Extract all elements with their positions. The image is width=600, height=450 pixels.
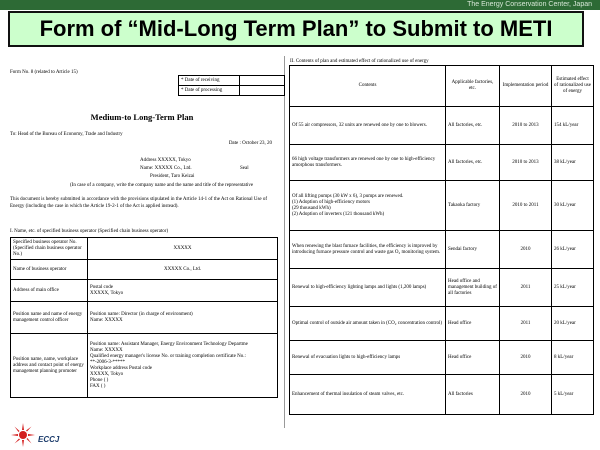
table-row xyxy=(290,231,594,269)
table-header-row xyxy=(290,66,594,107)
table-row xyxy=(11,334,278,398)
table-row xyxy=(11,302,278,334)
col-header-effect: Estimated effect of rationalized use of energy xyxy=(552,66,594,107)
operator-table xyxy=(10,237,278,398)
license-number: **-2006-3-***** xyxy=(90,359,125,365)
plan-period-cell: 2010 xyxy=(500,231,552,269)
president-line: President, Taro Keizai xyxy=(150,174,195,179)
plan-period-cell: 2011 xyxy=(500,269,552,307)
operator-no-label: Specified business operator No. (Specified chain business operator No.) xyxy=(11,238,88,260)
plan-contents-cell: Of all lifting pumps (30 kW x 6), 3 pumps are renewed. (1) Adoption of high-efficiency motors (29 thousand kWh) (2) Adoption of inverters (121 thousand kWh) xyxy=(290,181,446,231)
table-row xyxy=(11,280,278,302)
company-note: (In case of a company, write the company name and the name and title of the representative xyxy=(70,183,254,188)
plan-factories-cell: Takaoka factory xyxy=(446,181,500,231)
plan-period-cell: 2010 xyxy=(500,341,552,375)
column-divider xyxy=(284,56,285,428)
planning-promoter-label: Position name, name, workplace address and contact point of energy management planning promoter xyxy=(11,334,88,398)
promoter-name: Name: XXXXX xyxy=(90,347,123,353)
plan-period-cell: 2011 xyxy=(500,307,552,341)
plan-period-cell: 2010 xyxy=(500,375,552,415)
plan-effect-cell: 8 kL/year xyxy=(552,341,594,375)
plan-period-cell: 2010 to 2011 xyxy=(500,181,552,231)
plan-factories-cell: All factories, etc. xyxy=(446,107,500,145)
table-row xyxy=(290,107,594,145)
control-officer-value xyxy=(88,302,278,334)
planning-promoter-value xyxy=(88,334,278,398)
plan-factories-cell: Head office xyxy=(446,341,500,375)
plan-effect-cell: 26 kL/year xyxy=(552,231,594,269)
plan-effect-cell: 38 kL/year xyxy=(552,145,594,181)
plan-effect-cell: 20 kL/year xyxy=(552,307,594,341)
statement-text: This document is hereby submitted in accordance with the provisions stipulated in the Article 14-1 of the Act on Rational Use of Energy (including the case in which the Article 19-2-1 of the Act is applied instead). xyxy=(10,197,268,209)
date-processing-label: * Date of processing xyxy=(179,86,240,96)
postal-code-line: Postal code xyxy=(90,284,113,290)
officer-position: Position name: Director (in charge of environment) xyxy=(90,311,193,317)
plan-effect-cell: 154 kL/year xyxy=(552,107,594,145)
plan-contents-cell: 66 high voltage transformers are renewed one by one to high-efficiency amorphous transformers. xyxy=(290,145,446,181)
col-header-period: Implementation period xyxy=(500,66,552,107)
seal-label: Seal xyxy=(240,166,249,171)
control-officer-label: Position name and name of energy management control officer xyxy=(11,302,88,334)
plan-contents-cell: Optimal control of outside air amount taken in (CO₂ concentration control) xyxy=(290,307,446,341)
plan-factories-cell: Head office and management building of all factories xyxy=(446,269,500,307)
operator-name-label: Name of business operator xyxy=(11,260,88,280)
plan-contents-cell: When renewing the blast furnace facilities, the efficiency is improved by introducing furnace pressure control and waste gas O₂ monitoring system. xyxy=(290,231,446,269)
table-row xyxy=(290,181,594,231)
date-receipt-box xyxy=(178,75,285,96)
table-row xyxy=(290,145,594,181)
plan-table xyxy=(289,65,594,415)
col-header-factories: Applicable factories, etc. xyxy=(446,66,500,107)
license-line: Qualified energy manager's license No. or training completion certificate No.: xyxy=(90,353,246,359)
document-title: Medium-to Long-Term Plan xyxy=(90,112,194,122)
main-office-value xyxy=(88,280,278,302)
date-receiving-label: * Date of receiving xyxy=(179,76,240,86)
eccj-sunburst-logo-icon xyxy=(10,422,36,448)
col-header-contents: Contents xyxy=(290,66,446,107)
workplace-city: XXXXX, Tokyo xyxy=(90,371,124,377)
form-number: Form No. 8 (related to Article 15) xyxy=(10,70,78,75)
top-bar xyxy=(0,0,600,10)
plan-contents-cell: Renewal to high-efficiency lighting lamps and lights (1,200 lamps) xyxy=(290,269,446,307)
submitter-block xyxy=(140,157,249,181)
officer-name: Name: XXXXX xyxy=(90,317,123,323)
promoter-position: Position name: Assistant Manager, Energy Environment Technology Departme xyxy=(90,341,248,347)
office-address-line: XXXXX, Tokyo xyxy=(90,290,124,296)
plan-period-cell: 2010 to 2013 xyxy=(500,145,552,181)
plan-period-cell: 2010 to 2013 xyxy=(500,107,552,145)
plan-contents-cell: Enhancement of thermal insulation of steam valves, etc. xyxy=(290,375,446,415)
eccj-logo-text: ECCJ xyxy=(38,435,60,444)
operator-name-value: XXXXX Co., Ltd. xyxy=(88,260,278,280)
phone-line: Phone ( ) xyxy=(90,377,109,383)
plan-factories-cell: All factories xyxy=(446,375,500,415)
submission-date: Date : October 23, 20 xyxy=(228,141,272,146)
name-line: Name: XXXXX Co., Ltd. xyxy=(140,166,192,171)
organization-name: The Energy Conservation Center, Japan xyxy=(467,1,592,8)
plan-effect-cell: 25 kL/year xyxy=(552,269,594,307)
main-office-label: Address of main office xyxy=(11,280,88,302)
table-row xyxy=(11,238,278,260)
address-line: Address XXXXX, Tokyo xyxy=(140,158,191,163)
workplace-address-line: Workplace address Postal code xyxy=(90,365,152,371)
section-ii-heading: II. Contents of plan and estimated effect of rationalized use of energy xyxy=(290,59,429,64)
plan-table-body xyxy=(290,107,594,415)
plan-factories-cell: Head office xyxy=(446,307,500,341)
table-row xyxy=(290,341,594,375)
table-row xyxy=(290,307,594,341)
table-row xyxy=(290,375,594,415)
slide-title: Form of “Mid-Long Term Plan” to Submit to METI xyxy=(39,16,553,41)
fax-line: FAX ( ) xyxy=(90,383,106,389)
plan-contents-cell: Renewal of evacuation lights to high-efficiency lamps xyxy=(290,341,446,375)
section-i-heading: I. Name, etc. of specified business operator (Specified chain business operator) xyxy=(10,229,169,234)
plan-effect-cell: 30 kL/year xyxy=(552,181,594,231)
plan-effect-cell: 5 kL/year xyxy=(552,375,594,415)
title-banner xyxy=(8,11,584,47)
operator-no-value: XXXXX xyxy=(88,238,278,260)
date-processing-field xyxy=(240,86,285,96)
table-row xyxy=(290,269,594,307)
plan-factories-cell: Sendai factory xyxy=(446,231,500,269)
addressee: To: Head of the Bureau of Economy, Trade and Industry xyxy=(10,132,123,137)
plan-factories-cell: All factories, etc. xyxy=(446,145,500,181)
date-receiving-field xyxy=(240,76,285,86)
table-row xyxy=(11,260,278,280)
plan-contents-cell: Of 55 air compressors, 32 units are renewed one by one to blowers. xyxy=(290,107,446,145)
